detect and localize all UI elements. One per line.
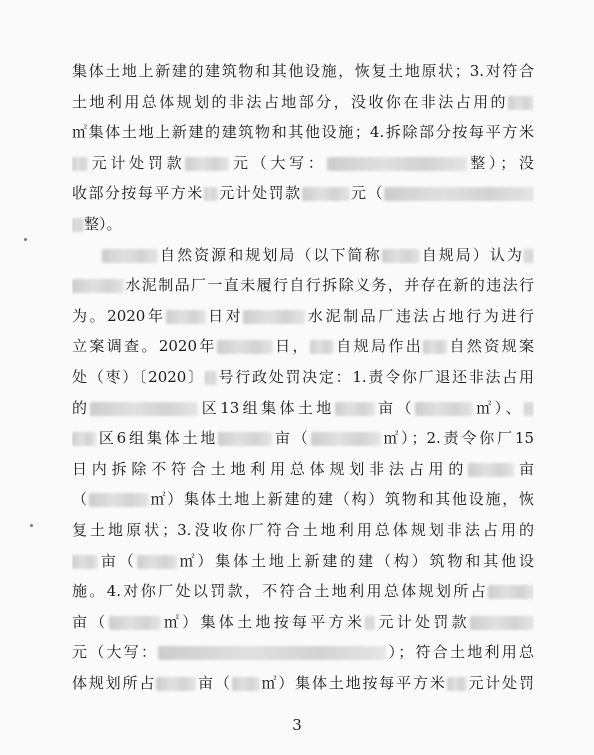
redacted-text	[218, 432, 272, 446]
redacted-text	[488, 585, 534, 599]
text-line	[72, 331, 534, 362]
text-segment: 立案调查。2020年	[72, 337, 217, 356]
redacted-text	[243, 310, 305, 324]
text-segment: 体规划所占	[72, 673, 157, 692]
redacted-text	[72, 279, 124, 293]
body-text	[72, 56, 534, 698]
page-number: 3	[292, 716, 302, 734]
scan-speck	[24, 238, 27, 241]
redacted-text	[217, 340, 273, 354]
redacted-text	[89, 493, 149, 507]
redacted-text	[415, 402, 473, 416]
text-segment: 亩（	[374, 398, 415, 417]
redacted-text	[109, 616, 161, 630]
redacted-text	[72, 555, 98, 569]
redacted-text	[137, 555, 177, 569]
text-segment: 整）；没	[466, 153, 534, 172]
text-segment: 亩（	[272, 429, 311, 448]
text-segment: 处（枣）〔2020〕	[72, 367, 205, 386]
text-segment: （	[72, 490, 89, 509]
redacted-text	[102, 249, 158, 263]
text-line	[72, 362, 534, 393]
redacted-text	[311, 432, 381, 446]
text-segment: 区6组集体土地	[96, 429, 219, 448]
text-line	[72, 668, 534, 699]
scan-speck	[30, 524, 33, 527]
text-line	[72, 301, 534, 332]
redacted-text	[327, 157, 467, 171]
redacted-text	[185, 157, 229, 171]
text-segment: 的	[72, 398, 91, 417]
redacted-text	[72, 157, 88, 171]
text-segment: 元（	[349, 184, 384, 203]
redacted-text	[423, 340, 447, 354]
redacted-text	[335, 402, 375, 416]
text-line	[72, 270, 534, 301]
text-line	[72, 87, 534, 118]
text-segment: ㎡）集体土地上新建的建（构）筑物和其他设施，恢	[148, 490, 534, 509]
text-segment: ㎡）、	[472, 398, 524, 417]
text-segment: 施。4.对你厂处以罚款，不符合土地利用总体规划所占	[72, 582, 488, 601]
text-segment: ）；符合土地利用总	[386, 643, 534, 662]
text-line	[72, 56, 534, 87]
text-segment: 亩（	[98, 551, 137, 570]
redacted-text	[524, 402, 534, 416]
redacted-text	[470, 616, 534, 630]
text-segment: 复土地原状；3.没收你厂符合土地利用总体规划非法占用的	[72, 520, 534, 539]
redacted-text	[72, 218, 84, 232]
text-segment: 自然资源和规划局（以下简称	[158, 245, 382, 264]
text-segment: ㎡）集体土地按每平方米	[160, 612, 366, 631]
redacted-text	[158, 646, 386, 660]
text-line	[72, 454, 534, 485]
redacted-text	[447, 677, 467, 691]
text-segment: 元计处罚	[466, 673, 534, 692]
text-line	[72, 637, 534, 668]
text-segment: 日，	[272, 337, 310, 356]
text-line	[72, 546, 534, 577]
text-segment: 集体土地上新建的建筑物和其他设施，恢复土地原状；3.对符合	[72, 62, 534, 80]
text-segment: 亩	[514, 459, 534, 478]
redacted-text	[205, 371, 217, 385]
text-segment: ㎡）集体土地上新建的建（构）筑物和其他设	[176, 551, 534, 570]
text-segment: ㎡）；2.责令你厂15	[380, 429, 534, 448]
redacted-text	[310, 340, 334, 354]
text-line	[72, 178, 534, 209]
text-line	[72, 576, 534, 607]
redacted-text	[508, 96, 534, 110]
text-segment: 区13组集体土地	[198, 398, 335, 417]
text-segment: 号行政处罚决定：1.责令你厂退还非法占用	[216, 367, 534, 386]
text-segment: 自规局）认为	[419, 245, 524, 264]
text-segment: 日内拆除不符合土地利用总体规划非法占用的	[72, 459, 469, 478]
text-segment: 自规局作出	[333, 337, 424, 356]
text-segment: 元计处罚款	[375, 612, 470, 631]
text-segment: 元计处罚款	[88, 153, 186, 172]
text-line	[72, 515, 534, 546]
text-line	[72, 423, 534, 454]
text-line	[72, 484, 534, 515]
text-segment: 亩（	[196, 673, 232, 692]
redacted-text	[156, 677, 196, 691]
redacted-text	[166, 310, 206, 324]
text-line	[72, 148, 534, 179]
text-segment: ㎡集体土地上新建的建筑物和其他设施；4.拆除部分按每平方米	[72, 123, 534, 142]
redacted-text	[204, 187, 218, 201]
text-segment: 水泥制品厂违法占地行为进行	[305, 306, 534, 325]
text-segment: 水泥制品厂一直未履行自行拆除义务，并存在新的违法行	[124, 276, 534, 295]
redacted-text	[384, 187, 534, 201]
text-segment: 收部分按每平方米	[72, 184, 204, 203]
text-line	[72, 240, 534, 271]
redacted-text	[302, 187, 350, 201]
text-segment: ㎡）集体土地按每平方米	[259, 673, 447, 692]
redacted-text	[365, 616, 375, 630]
redacted-text	[72, 432, 96, 446]
text-line	[72, 117, 534, 148]
text-line	[72, 607, 534, 638]
redacted-text	[90, 402, 198, 416]
text-segment: 元（大写：	[229, 153, 327, 172]
text-line	[72, 209, 534, 240]
text-segment: 日对	[205, 306, 244, 325]
text-segment: 整）。	[84, 214, 122, 233]
text-segment: 土地利用总体规划的非法占地部分，没收你在非法占用的	[72, 92, 508, 111]
text-segment: 自然资规案	[447, 337, 534, 356]
redacted-text	[524, 249, 534, 263]
redacted-text	[382, 249, 420, 263]
redacted-text	[468, 463, 514, 477]
text-segment: 为。2020年	[72, 306, 166, 325]
text-segment: 亩（	[72, 612, 109, 631]
text-line	[72, 393, 534, 424]
text-segment: 元计处罚款	[217, 184, 302, 203]
text-segment: 元（大写：	[72, 643, 159, 662]
redacted-text	[232, 677, 260, 691]
